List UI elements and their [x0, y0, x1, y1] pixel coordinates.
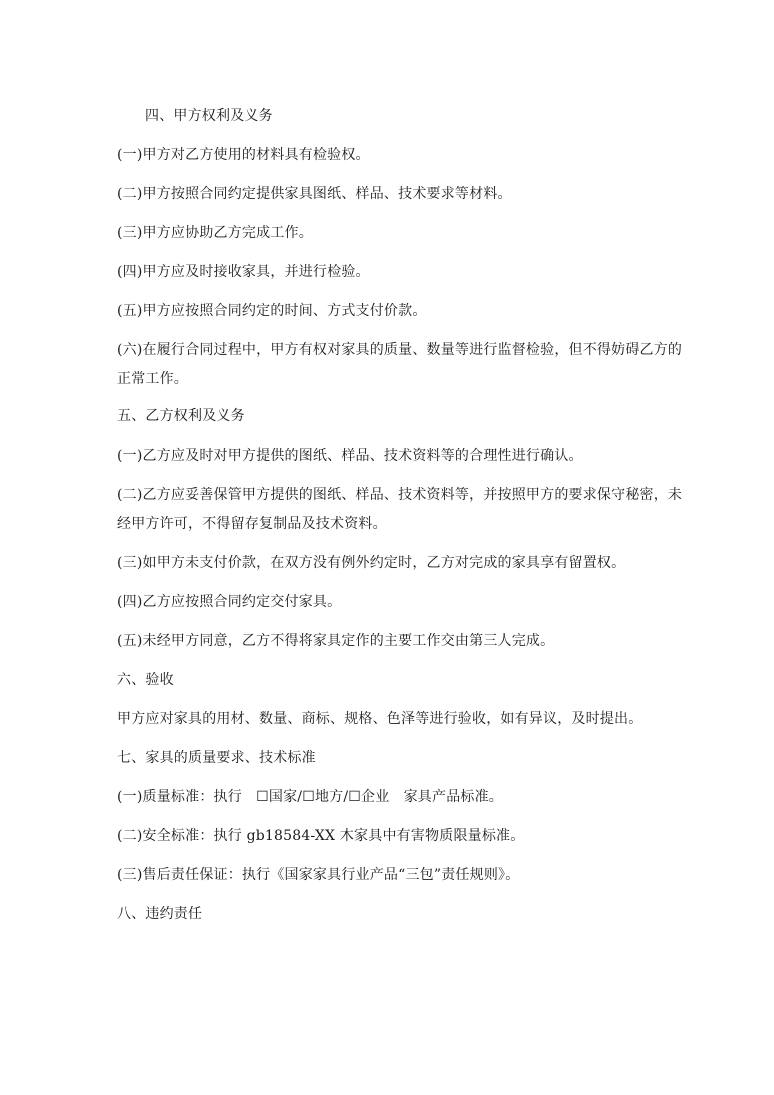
clause-b-4: (四)乙方应按照合同约定交付家具。 — [117, 594, 342, 610]
clause-b-1: (一)乙方应及时对甲方提供的图纸、样品、技术资料等的合理性进行确认。 — [117, 448, 583, 464]
clause-a-4: (四)甲方应及时接收家具，并进行检验。 — [117, 264, 370, 280]
clause-b-2: (二)乙方应妥善保管甲方提供的图纸、样品、技术资料等，并按照甲方的要求保守秘密，未 — [117, 487, 683, 503]
clause-after-sales: (三)售后责任保证：执行《国家家具行业产品“三包”责任规则》。 — [117, 867, 520, 883]
clause-b-3: (三)如甲方未支付价款，在双方没有例外约定时，乙方对完成的家具享有留置权。 — [117, 555, 626, 571]
clause-a-5: (五)甲方应按照合同约定的时间、方式支付价款。 — [117, 303, 427, 319]
section-heading-party-a-rights: 四、甲方权利及义务 — [145, 108, 273, 124]
clause-a-6-continued: 正常工作。 — [117, 371, 188, 387]
clause-a-2: (二)甲方按照合同约定提供家具图纸、样品、技术要求等材料。 — [117, 186, 512, 202]
section-heading-party-b-rights: 五、乙方权利及义务 — [117, 408, 245, 424]
acceptance-text: 甲方应对家具的用材、数量、商标、规格、色泽等进行验收，如有异议，及时提出。 — [117, 711, 643, 727]
clause-a-6: (六)在履行合同过程中，甲方有权对家具的质量、数量等进行监督检验，但不得妨碍乙方的 — [117, 342, 683, 358]
section-heading-acceptance: 六、验收 — [117, 672, 174, 688]
clause-b-5: (五)未经甲方同意，乙方不得将家具定作的主要工作交由第三人完成。 — [117, 633, 555, 649]
clause-b-2-continued: 经甲方许可，不得留存复制品及技术资料。 — [117, 516, 387, 532]
clause-quality-standard: (一)质量标准：执行 ☐国家/☐地方/☐企业 家具产品标准。 — [117, 789, 504, 805]
clause-a-3: (三)甲方应协助乙方完成工作。 — [117, 225, 313, 241]
clause-a-1: (一)甲方对乙方使用的材料具有检验权。 — [117, 147, 370, 163]
clause-safety-standard: (二)安全标准：执行 gb18584-XX 木家具中有害物质限量标准。 — [117, 828, 525, 844]
section-heading-quality-standards: 七、家具的质量要求、技术标准 — [117, 750, 316, 766]
section-heading-breach-liability: 八、违约责任 — [117, 906, 203, 922]
